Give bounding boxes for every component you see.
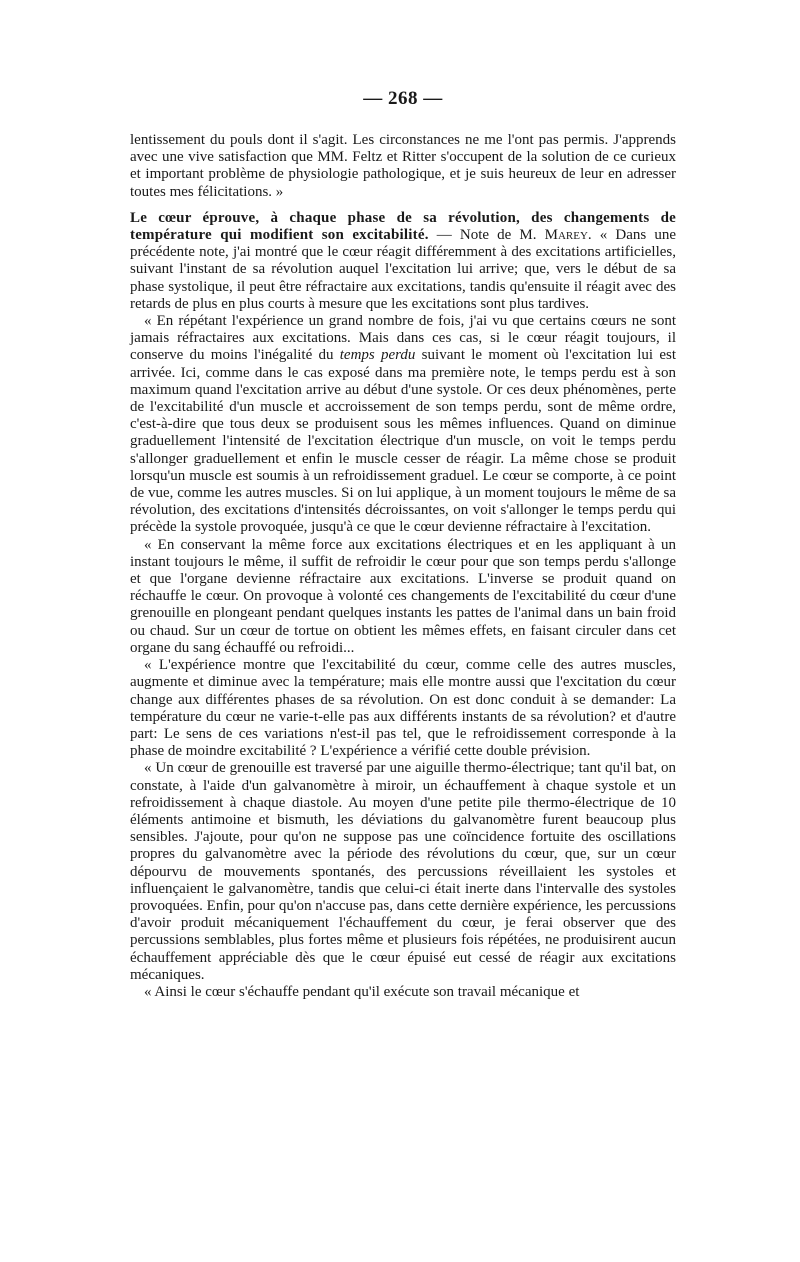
paragraph-text-a: « En répétant l'expérience un grand nombre de fois, j'ai vu que certains cœurs ne sont jamais réfractaires aux excitations. Mais dans ces cas, si le cœur réagit toujours, il conserve du moins l'inégalité du xyxy=(130,313,676,364)
paragraph-conclusion: « Ainsi le cœur s'échauffe pendant qu'il exécute son travail mécanique et xyxy=(144,983,580,1000)
section-heading: Le cœur éprouve, à chaque phase de sa révolution, des changements de température qui modifient son excitabilité. xyxy=(130,209,676,244)
paragraph-frog-heart: « Un cœur de grenouille est traversé par une aiguille thermo-électrique; tant qu'il bat, on constate, à l'aide d'un galvanomètre à miroir, un échauffement à chaque systole et un refroidissement à chaque diastole. Au moyen d'une petite pile thermo-électrique de 10 éléments antimoine et bismuth, les déviations du galvanomètre furent beaucoup plus sensibles. J'ajoute, pour qu'on ne suppose pas une coïncidence fortuite des oscillations propres du galvanomètre avec la période des révolutions du cœur, que, sur un cœur dépourvu de mouvements spontanés, des percussions réveillaient les systoles et influençaient le galvanomètre, tandis que celui-ci était inerte dans l'intervalle des systoles provoquées. Enfin, pour qu'on n'accuse pas, dans cette dernière expérience, les percussions d'avoir produit mécaniquement l'échauffement du cœur, je ferai observer que des percussions semblables, plus fortes même et plusieurs fois répétées, ne produisirent aucun échauffement appréciable dès que le cœur épuisé eut cessé de réagir aux excitations mécaniques. xyxy=(130,760,676,983)
note-prefix: — Note de M. xyxy=(436,227,545,244)
paragraph-experiment-repeat xyxy=(130,313,676,537)
paragraph-continuation: lentissement du pouls dont il s'agit. Les circonstances ne me l'ont pas permis. J'apprends avec une vive satisfaction que MM. Feltz et Ritter s'occupent de la solution de ce curieux et important problème de physiologie pathologique, et je suis heureux de leur en adresser toutes mes félicitations. » xyxy=(130,132,676,200)
paragraph-note-intro xyxy=(130,210,676,313)
paragraph-text-b: suivant le moment où l'excitation lui est arrivée. Ici, comme dans le cas exposé dans ma première note, le temps perdu est à son maximum quand l'excitation arrive au début d'une systole. Or ces deux phénomènes, perte de l'excitabilité d'un muscle et accroissement de son temps perdu, sont de même ordre, c'est-à-dire que tous deux se produisent sous les mêmes influences. Quand on diminue graduellement l'intensité de l'excitation électrique d'un muscle, on voit le temps perdu s'allonger graduellement et enfin le muscle cesser de réagir. La même chose se produit lorsqu'un muscle est soumis à un refroidissement graduel. Le cœur se comporte, à ce point de vue, comme les autres muscles. Si on lui applique, à un moment toujours le même de sa révolution, des excitations d'intensités décroissantes, on voit s'allonger le temps perdu qui précède la systole provoquée, jusqu'à ce que le cœur devienne réfractaire à l'excitation. xyxy=(130,347,677,536)
note-author: Marey xyxy=(544,227,588,244)
paragraph-temperature: « L'expérience montre que l'excitabilité du cœur, comme celle des autres muscles, augmente et diminue avec la température; mais elle montre aussi que l'excitation du cœur change aux différentes phases de sa révolution. On est donc conduit à se demander: La température du cœur ne varie-t-elle pas aux différents instants de sa révolution? et d'autre part: Le sens de ces variations n'est-il pas tel, que le refroidissement corresponde à la phase de moindre excitabilité ? L'expérience a vérifié cette double prévision. xyxy=(130,657,676,760)
emphasis-temps-perdu: temps perdu xyxy=(339,347,416,364)
note-body: . « Dans une précédente note, j'ai montré que le cœur réagit différemment à des excitations artificielles, suivant l'instant de sa révolution auquel l'excitation lui arrive; que, vers le début de sa phase systolique, il peut être réfractaire aux excitations, tandis qu'ensuite il réagit avec des retards de plus en plus courts à mesure que les excitations sont plus tardives. xyxy=(130,227,676,312)
paragraph-cooling: « En conservant la même force aux excitations électriques et en les appliquant à un instant toujours le même, il suffit de refroidir le cœur pour que son temps perdu s'allonge et que l'organe devienne réfractaire aux excitations. L'inverse se produit quand on réchauffe le cœur. On provoque à volonté ces changements de l'excitabilité du cœur d'une grenouille en plongeant pendant quelques instants les pattes de l'animal dans un bain froid ou chaud. Sur un cœur de tortue on obtient les mêmes effets, en faisant circuler dans cet organe du sang échauffé ou refroidi... xyxy=(130,536,676,656)
page-number: — 268 — xyxy=(363,88,443,109)
